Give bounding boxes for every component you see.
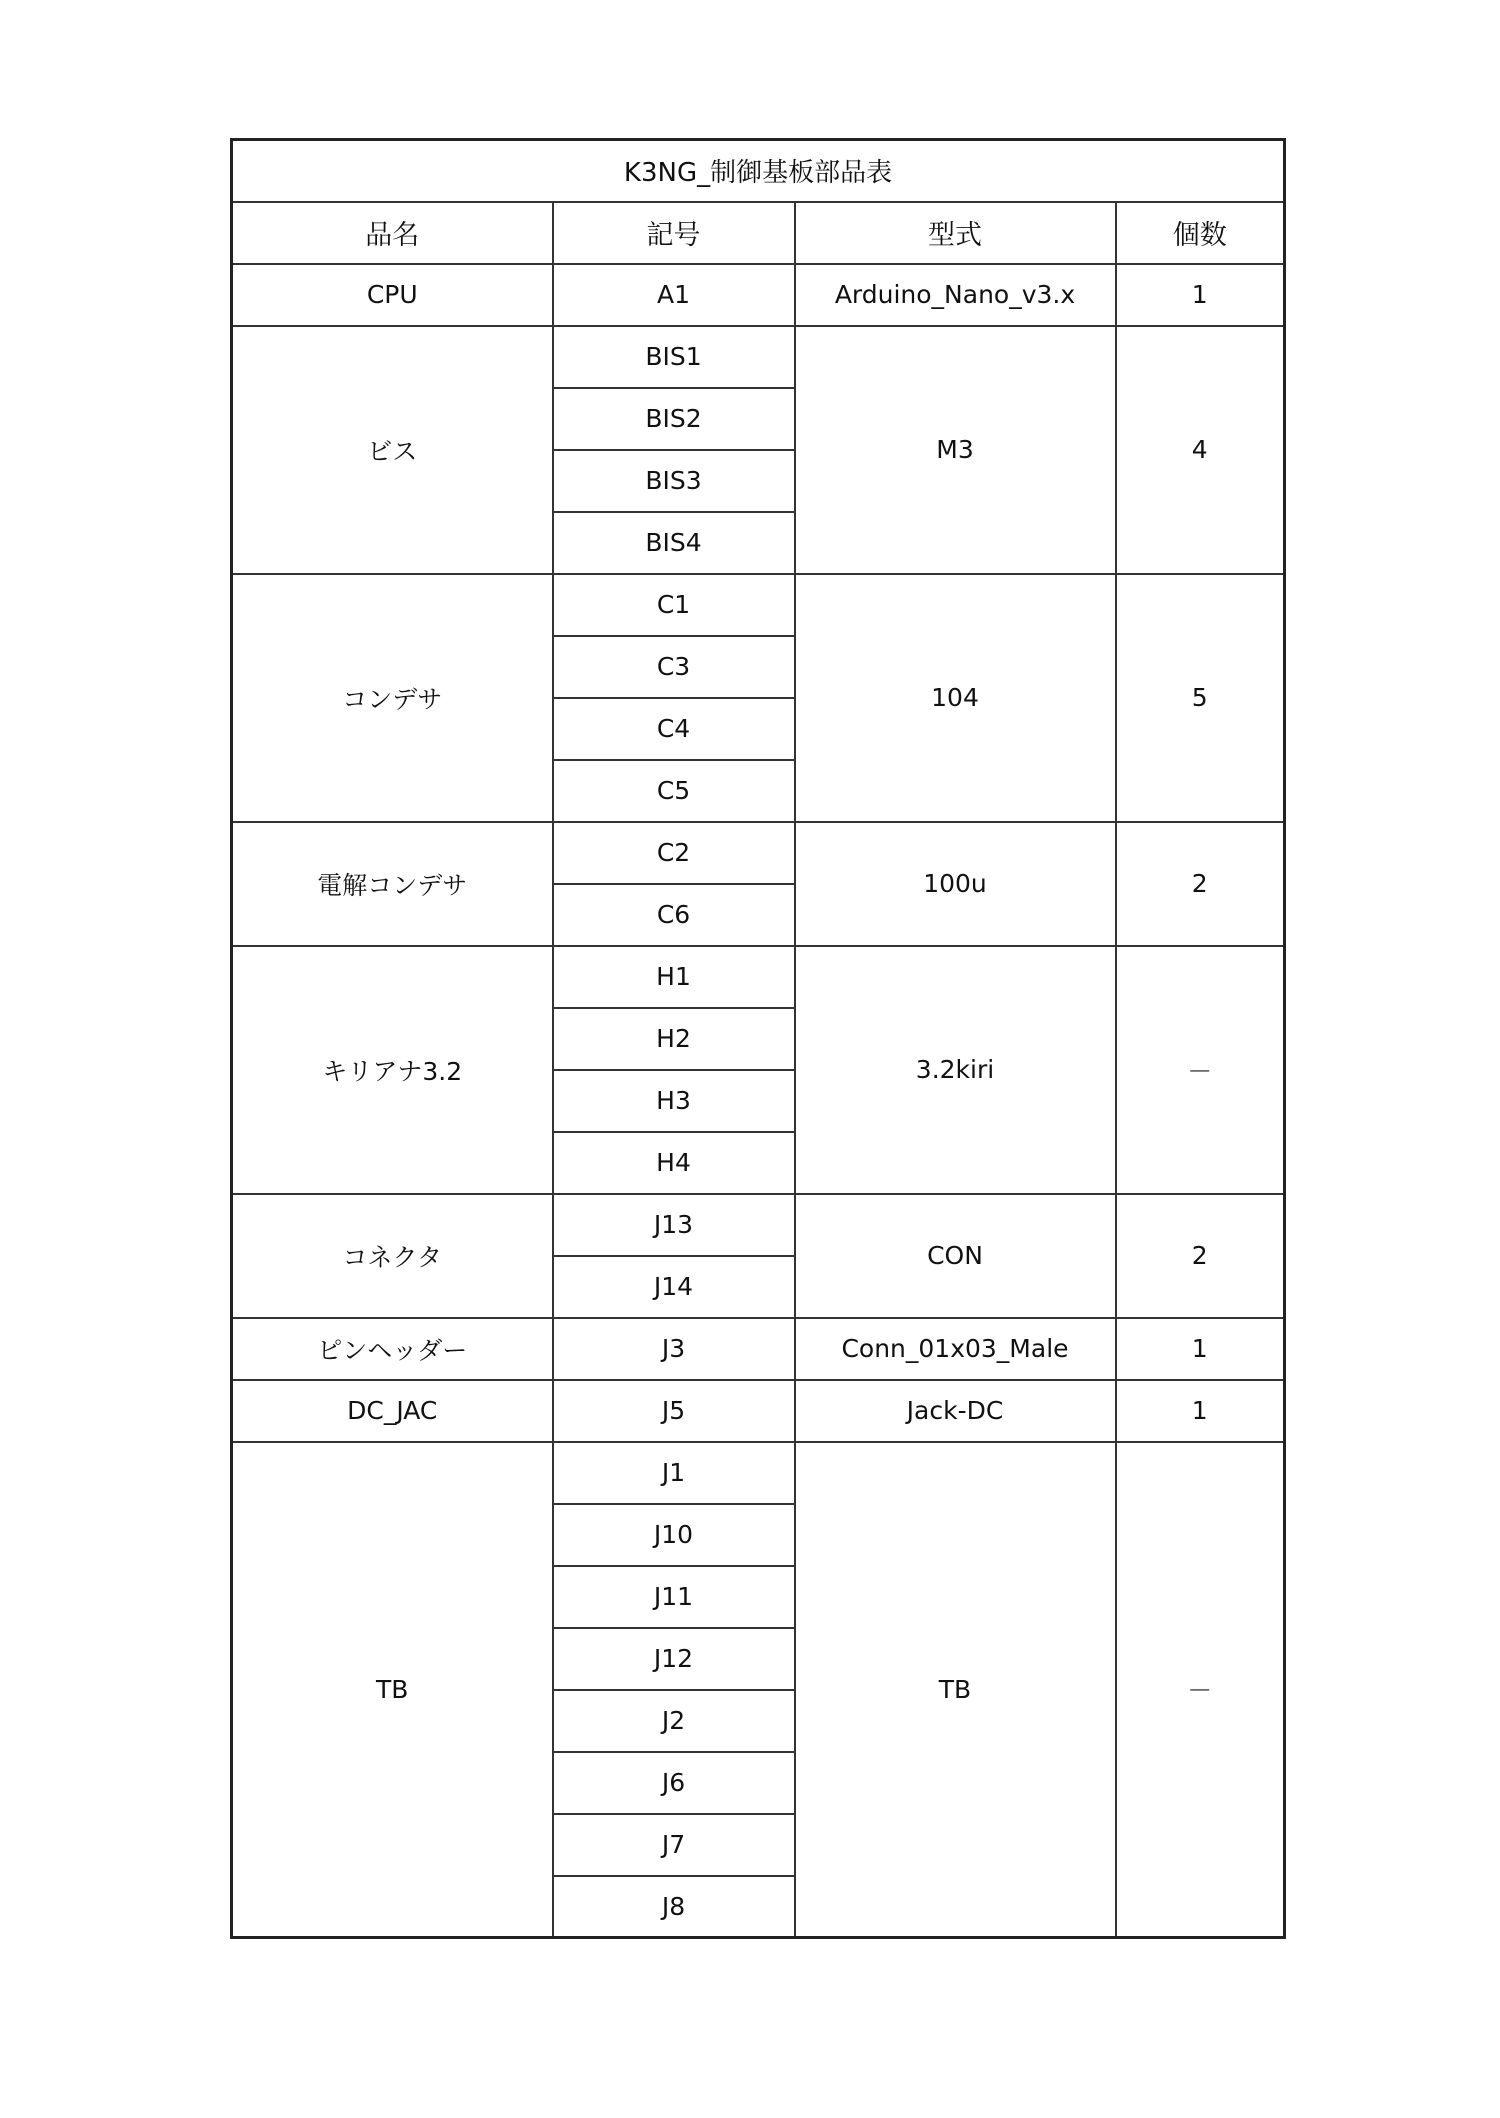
part-qty-cell: 1 [1116, 1380, 1285, 1442]
table-header-row [232, 202, 1285, 264]
part-name-cell: コネクタ [232, 1194, 553, 1318]
table-row [232, 1318, 1285, 1380]
table-row [232, 1194, 1285, 1256]
part-ref-cell: H1 [553, 946, 795, 1008]
part-ref-cell: H3 [553, 1070, 795, 1132]
part-ref-cell: BIS2 [553, 388, 795, 450]
part-name-cell: キリアナ3.2 [232, 946, 553, 1194]
part-ref-cell: J8 [553, 1876, 795, 1938]
table-body [232, 264, 1285, 1938]
part-name-cell: DC_JAC [232, 1380, 553, 1442]
part-ref-cell: C6 [553, 884, 795, 946]
part-name-cell: ビス [232, 326, 553, 574]
part-ref-cell: J11 [553, 1566, 795, 1628]
part-name-cell: コンデサ [232, 574, 553, 822]
part-model-cell: M3 [795, 326, 1116, 574]
table-title: K3NG_制御基板部品表 [232, 140, 1285, 202]
part-ref-cell: BIS3 [553, 450, 795, 512]
header-name: 品名 [232, 202, 553, 264]
table-row [232, 264, 1285, 326]
table-title-row [232, 140, 1285, 202]
table-row [232, 1380, 1285, 1442]
parts-list-table [230, 138, 1286, 1939]
part-qty-cell: － [1116, 1442, 1285, 1938]
part-ref-cell: C3 [553, 636, 795, 698]
header-ref: 記号 [553, 202, 795, 264]
part-model-cell: Arduino_Nano_v3.x [795, 264, 1116, 326]
part-qty-cell: 2 [1116, 1194, 1285, 1318]
part-qty-cell: 1 [1116, 1318, 1285, 1380]
part-qty-cell: － [1116, 946, 1285, 1194]
part-ref-cell: BIS4 [553, 512, 795, 574]
part-name-cell: ピンヘッダー [232, 1318, 553, 1380]
part-name-cell: CPU [232, 264, 553, 326]
part-model-cell: TB [795, 1442, 1116, 1938]
part-ref-cell: J14 [553, 1256, 795, 1318]
header-qty: 個数 [1116, 202, 1285, 264]
part-model-cell: Conn_01x03_Male [795, 1318, 1116, 1380]
part-ref-cell: J10 [553, 1504, 795, 1566]
table-row [232, 574, 1285, 636]
part-ref-cell: C2 [553, 822, 795, 884]
part-qty-cell: 1 [1116, 264, 1285, 326]
part-ref-cell: J13 [553, 1194, 795, 1256]
part-ref-cell: H2 [553, 1008, 795, 1070]
part-ref-cell: J3 [553, 1318, 795, 1380]
part-name-cell: TB [232, 1442, 553, 1938]
part-ref-cell: C4 [553, 698, 795, 760]
part-ref-cell: J1 [553, 1442, 795, 1504]
part-qty-cell: 5 [1116, 574, 1285, 822]
part-ref-cell: J12 [553, 1628, 795, 1690]
part-ref-cell: J6 [553, 1752, 795, 1814]
part-name-cell: 電解コンデサ [232, 822, 553, 946]
part-ref-cell: J2 [553, 1690, 795, 1752]
part-model-cell: CON [795, 1194, 1116, 1318]
part-ref-cell: C1 [553, 574, 795, 636]
part-ref-cell: A1 [553, 264, 795, 326]
table-row [232, 326, 1285, 388]
table-row [232, 822, 1285, 884]
part-model-cell: 3.2kiri [795, 946, 1116, 1194]
part-model-cell: Jack-DC [795, 1380, 1116, 1442]
part-ref-cell: J5 [553, 1380, 795, 1442]
part-ref-cell: J7 [553, 1814, 795, 1876]
part-model-cell: 104 [795, 574, 1116, 822]
part-qty-cell: 4 [1116, 326, 1285, 574]
part-qty-cell: 2 [1116, 822, 1285, 946]
part-model-cell: 100u [795, 822, 1116, 946]
table-row [232, 1442, 1285, 1504]
part-ref-cell: BIS1 [553, 326, 795, 388]
header-model: 型式 [795, 202, 1116, 264]
part-ref-cell: C5 [553, 760, 795, 822]
table-row [232, 946, 1285, 1008]
part-ref-cell: H4 [553, 1132, 795, 1194]
